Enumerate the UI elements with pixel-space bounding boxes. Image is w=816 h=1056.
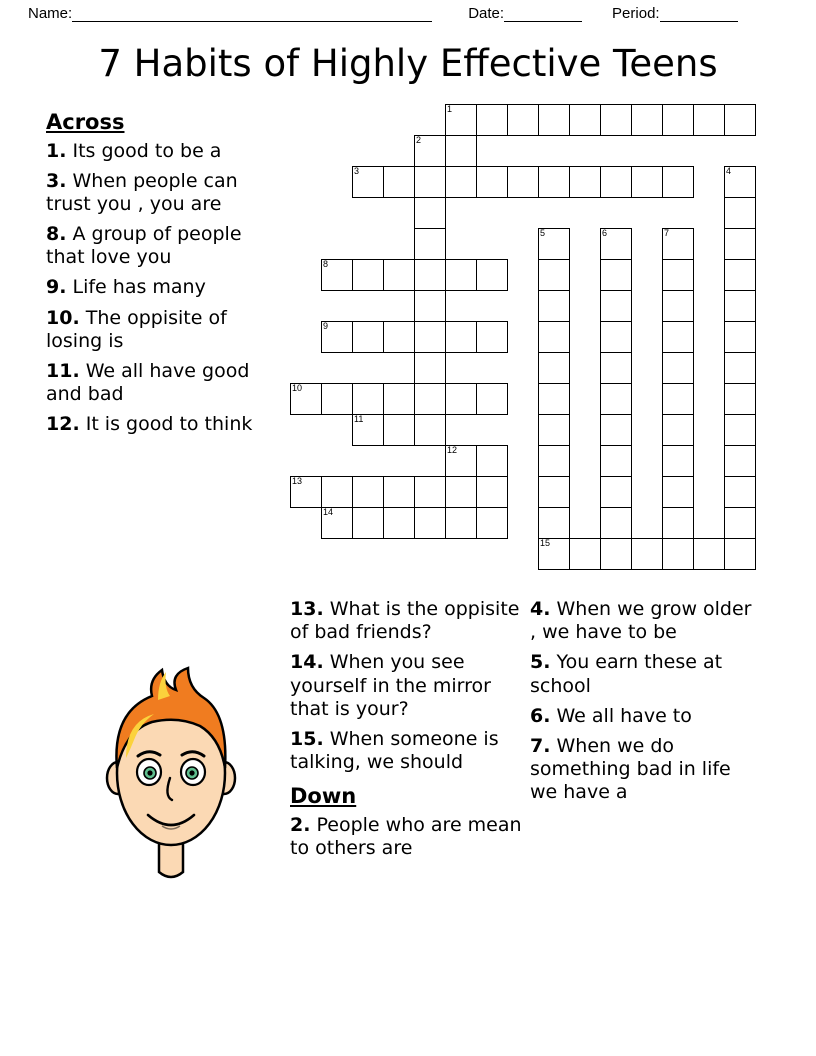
clue-down-7 xyxy=(530,735,752,805)
grid-cell[interactable] xyxy=(538,259,570,291)
date-label: Date: xyxy=(468,4,505,22)
grid-cell[interactable] xyxy=(476,445,508,477)
grid-cell[interactable] xyxy=(600,476,632,508)
grid-cell[interactable] xyxy=(352,383,384,415)
grid-cell[interactable] xyxy=(352,166,384,198)
clue-number: 9. xyxy=(46,276,67,299)
grid-cell[interactable] xyxy=(538,476,570,508)
grid-cell[interactable] xyxy=(662,290,694,322)
grid-cell[interactable] xyxy=(662,259,694,291)
across-clues-column-2 xyxy=(290,598,526,867)
grid-cell[interactable] xyxy=(569,538,601,570)
grid-cell[interactable] xyxy=(321,259,353,291)
grid-cell[interactable] xyxy=(445,476,477,508)
clue-number: 10. xyxy=(46,306,80,329)
across-clues-column-1 xyxy=(46,110,282,444)
grid-cell[interactable] xyxy=(476,259,508,291)
grid-cell[interactable] xyxy=(600,290,632,322)
clue-text: We all have good and bad xyxy=(46,359,250,406)
clue-across-11 xyxy=(46,360,282,406)
grid-cell[interactable] xyxy=(352,414,384,446)
grid-cell[interactable] xyxy=(445,259,477,291)
clue-across-9 xyxy=(46,276,282,299)
grid-cell[interactable] xyxy=(600,321,632,353)
grid-cell[interactable] xyxy=(383,321,415,353)
grid-cell[interactable] xyxy=(631,166,663,198)
grid-cell[interactable] xyxy=(538,321,570,353)
grid-cell[interactable] xyxy=(662,352,694,384)
grid-cell[interactable] xyxy=(414,259,446,291)
grid-cell[interactable] xyxy=(693,538,725,570)
clue-number: 5. xyxy=(530,651,551,674)
down-heading: Down xyxy=(290,784,357,809)
clue-number: 14. xyxy=(290,651,324,674)
clue-number: 3. xyxy=(46,169,67,192)
grid-cell-number: 9 xyxy=(323,321,329,331)
grid-cell[interactable] xyxy=(321,383,353,415)
clue-across-12 xyxy=(46,413,282,436)
grid-cell[interactable] xyxy=(507,104,539,136)
grid-cell[interactable] xyxy=(600,352,632,384)
grid-cell[interactable] xyxy=(414,166,446,198)
grid-cell-number: 14 xyxy=(323,507,334,517)
grid-cell-number: 5 xyxy=(540,228,546,238)
grid-cell[interactable] xyxy=(538,445,570,477)
grid-cell[interactable] xyxy=(724,290,756,322)
grid-cell[interactable] xyxy=(445,507,477,539)
clue-down-2 xyxy=(290,814,526,860)
clue-across-15 xyxy=(290,728,526,774)
grid-cell[interactable] xyxy=(414,228,446,260)
grid-cell[interactable] xyxy=(600,538,632,570)
grid-cell[interactable] xyxy=(538,383,570,415)
grid-cell[interactable] xyxy=(445,104,477,136)
grid-cell[interactable] xyxy=(538,290,570,322)
grid-cell[interactable] xyxy=(414,352,446,384)
grid-cell[interactable] xyxy=(724,166,756,198)
grid-cell-number: 2 xyxy=(416,135,422,145)
grid-cell[interactable] xyxy=(538,104,570,136)
clue-text: We all have to xyxy=(556,704,692,727)
grid-cell[interactable] xyxy=(569,166,601,198)
clue-number: 13. xyxy=(290,598,324,620)
clue-text: You earn these at school xyxy=(530,651,723,697)
grid-cell[interactable] xyxy=(538,352,570,384)
grid-cell[interactable] xyxy=(383,476,415,508)
grid-cell[interactable] xyxy=(414,507,446,539)
grid-cell[interactable] xyxy=(600,383,632,415)
grid-cell[interactable] xyxy=(352,507,384,539)
grid-cell-number: 10 xyxy=(292,383,303,393)
grid-cell[interactable] xyxy=(383,166,415,198)
clue-number: 1. xyxy=(46,139,67,162)
grid-cell[interactable] xyxy=(476,166,508,198)
grid-cell-number: 4 xyxy=(726,166,732,176)
grid-cell[interactable] xyxy=(724,321,756,353)
boy-face-icon xyxy=(96,660,246,890)
grid-cell[interactable] xyxy=(445,166,477,198)
clue-number: 11. xyxy=(46,359,80,382)
grid-cell[interactable] xyxy=(476,321,508,353)
grid-cell-number: 1 xyxy=(447,104,453,114)
grid-cell[interactable] xyxy=(383,414,415,446)
clue-down-5 xyxy=(530,651,752,697)
grid-cell[interactable] xyxy=(724,259,756,291)
grid-cell[interactable] xyxy=(445,135,477,167)
grid-cell[interactable] xyxy=(600,507,632,539)
name-label: Name: xyxy=(28,4,73,22)
grid-cell-number: 11 xyxy=(354,414,364,424)
down-clues-column xyxy=(530,598,752,811)
grid-cell[interactable] xyxy=(724,352,756,384)
clue-across-13 xyxy=(290,598,526,644)
grid-cell[interactable] xyxy=(724,507,756,539)
clue-number: 15. xyxy=(290,727,324,750)
grid-cell[interactable] xyxy=(724,197,756,229)
name-input-line[interactable] xyxy=(72,8,432,22)
grid-cell[interactable] xyxy=(569,104,601,136)
grid-cell[interactable] xyxy=(600,104,632,136)
date-field-group xyxy=(468,5,582,22)
grid-cell[interactable] xyxy=(724,414,756,446)
period-field-group xyxy=(612,5,738,22)
clue-down-4 xyxy=(530,598,752,644)
grid-cell[interactable] xyxy=(724,538,756,570)
grid-cell[interactable] xyxy=(600,228,632,260)
clue-text: Life has many xyxy=(72,276,206,299)
grid-cell[interactable] xyxy=(538,414,570,446)
grid-cell[interactable] xyxy=(352,259,384,291)
clue-text: When someone is talking, we should xyxy=(290,727,499,774)
grid-cell[interactable] xyxy=(383,383,415,415)
clue-across-1 xyxy=(46,140,282,163)
clue-text: What is the oppisite of bad friends? xyxy=(290,598,520,644)
clue-number: 2. xyxy=(290,813,311,836)
grid-cell[interactable] xyxy=(538,538,570,570)
grid-cell[interactable] xyxy=(414,290,446,322)
grid-cell[interactable] xyxy=(662,166,694,198)
grid-cell-number: 3 xyxy=(354,166,360,176)
grid-cell-number: 12 xyxy=(447,445,458,455)
grid-cell[interactable] xyxy=(600,445,632,477)
grid-cell[interactable] xyxy=(724,476,756,508)
grid-cell[interactable] xyxy=(476,476,508,508)
clue-text: When you see yourself in the mirror that is your? xyxy=(290,651,491,720)
clue-number: 6. xyxy=(530,704,551,727)
grid-cell[interactable] xyxy=(724,228,756,260)
grid-cell-number: 7 xyxy=(664,228,670,238)
grid-cell[interactable] xyxy=(724,445,756,477)
grid-cell[interactable] xyxy=(290,476,322,508)
period-input-line[interactable] xyxy=(660,8,738,22)
grid-cell[interactable] xyxy=(321,321,353,353)
grid-cell[interactable] xyxy=(445,445,477,477)
grid-cell[interactable] xyxy=(662,228,694,260)
across-heading: Across xyxy=(46,110,125,134)
grid-cell[interactable] xyxy=(445,383,477,415)
grid-cell[interactable] xyxy=(414,135,446,167)
grid-cell[interactable] xyxy=(662,321,694,353)
grid-cell[interactable] xyxy=(693,104,725,136)
grid-cell[interactable] xyxy=(352,476,384,508)
clue-number: 12. xyxy=(46,413,80,436)
worksheet-header xyxy=(0,0,816,26)
clue-text: When we do something bad in life we have a xyxy=(530,734,731,804)
clue-number: 4. xyxy=(530,598,551,620)
clue-across-3 xyxy=(46,170,282,216)
grid-cell[interactable] xyxy=(445,321,477,353)
grid-cell[interactable] xyxy=(662,445,694,477)
period-label: Period: xyxy=(612,4,660,22)
grid-cell[interactable] xyxy=(600,259,632,291)
clue-text: When people can trust you , you are xyxy=(46,169,238,215)
grid-cell[interactable] xyxy=(600,166,632,198)
grid-cell[interactable] xyxy=(724,104,756,136)
grid-cell[interactable] xyxy=(662,414,694,446)
grid-cell[interactable] xyxy=(538,507,570,539)
grid-cell[interactable] xyxy=(321,476,353,508)
grid-cell-number: 6 xyxy=(602,228,608,238)
grid-cell[interactable] xyxy=(476,383,508,415)
grid-cell[interactable] xyxy=(414,476,446,508)
date-input-line[interactable] xyxy=(504,8,582,22)
grid-cell[interactable] xyxy=(383,259,415,291)
grid-cell[interactable] xyxy=(414,414,446,446)
grid-cell[interactable] xyxy=(631,104,663,136)
clue-down-6 xyxy=(530,705,752,728)
grid-cell[interactable] xyxy=(321,507,353,539)
clue-across-8 xyxy=(46,223,282,269)
crossword-grid[interactable] xyxy=(290,104,780,594)
grid-cell-number: 15 xyxy=(540,538,551,548)
grid-cell[interactable] xyxy=(538,228,570,260)
clue-across-10 xyxy=(46,307,282,353)
grid-cell[interactable] xyxy=(538,166,570,198)
grid-cell[interactable] xyxy=(414,383,446,415)
grid-cell[interactable] xyxy=(507,166,539,198)
grid-cell[interactable] xyxy=(724,383,756,415)
clue-text: When we grow older , we have to be xyxy=(530,598,752,644)
grid-cell-number: 13 xyxy=(292,476,303,486)
grid-cell[interactable] xyxy=(414,197,446,229)
grid-cell-number: 8 xyxy=(323,259,329,269)
grid-cell[interactable] xyxy=(476,507,508,539)
page-title: 7 Habits of Highly Effective Teens xyxy=(98,42,718,85)
clue-text: It is good to think xyxy=(85,413,253,436)
clue-number: 8. xyxy=(46,223,67,246)
grid-cell[interactable] xyxy=(662,476,694,508)
grid-cell[interactable] xyxy=(662,507,694,539)
grid-cell[interactable] xyxy=(631,538,663,570)
grid-cell[interactable] xyxy=(352,321,384,353)
clue-text: Its good to be a xyxy=(72,139,222,162)
grid-cell[interactable] xyxy=(383,507,415,539)
clue-text: A group of people that love you xyxy=(46,223,242,269)
grid-cell[interactable] xyxy=(662,538,694,570)
grid-cell[interactable] xyxy=(476,104,508,136)
clue-text: People who are mean to others are xyxy=(290,813,522,859)
name-field-group xyxy=(28,5,432,22)
clue-number: 7. xyxy=(530,734,551,757)
clue-text: The oppisite of losing is xyxy=(46,306,227,352)
grid-cell[interactable] xyxy=(600,414,632,446)
clue-across-14 xyxy=(290,651,526,721)
grid-cell[interactable] xyxy=(414,321,446,353)
grid-cell[interactable] xyxy=(290,383,322,415)
grid-cell[interactable] xyxy=(662,383,694,415)
grid-cell[interactable] xyxy=(662,104,694,136)
